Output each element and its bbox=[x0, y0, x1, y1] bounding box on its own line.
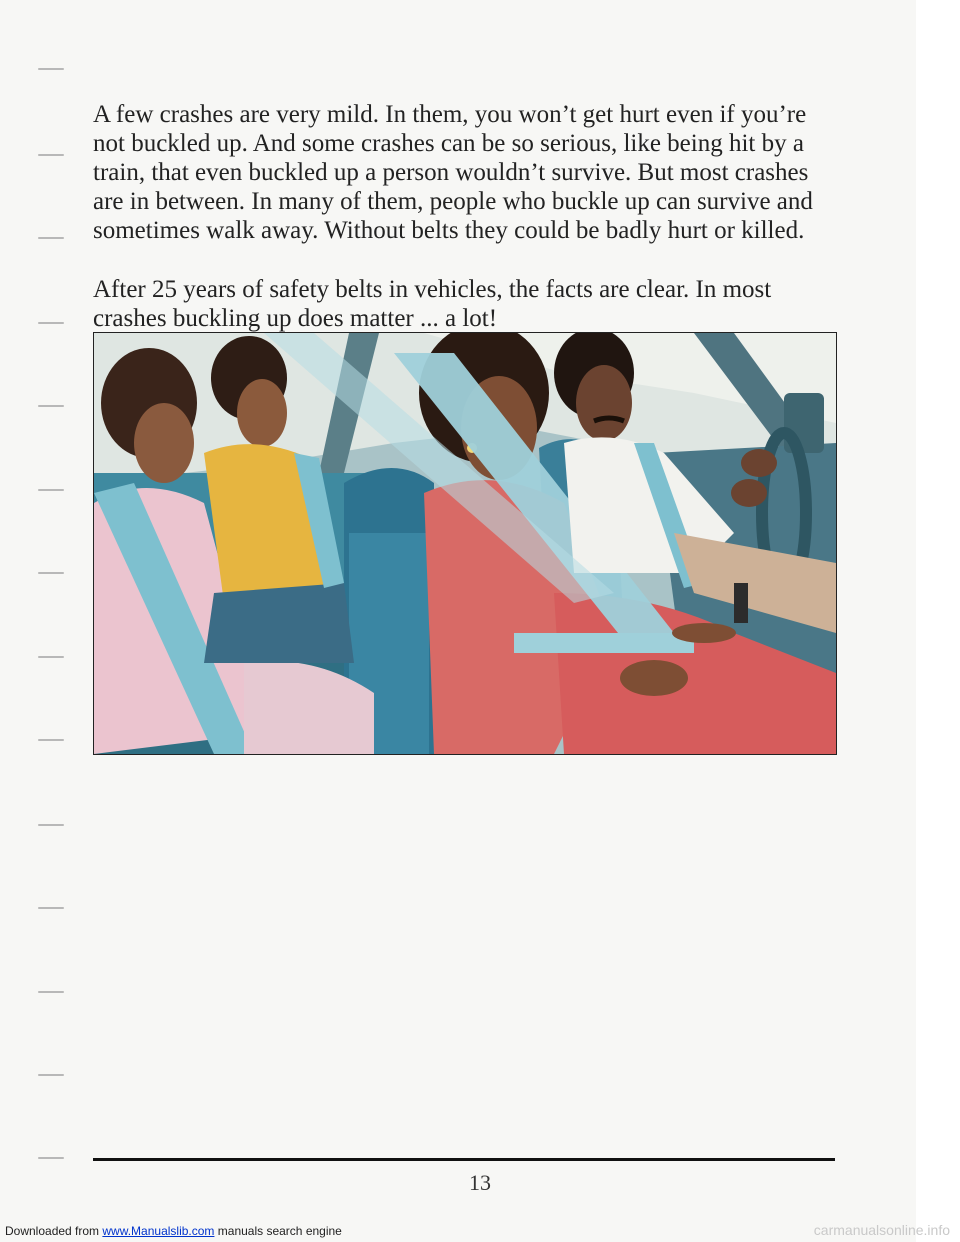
margin-tick bbox=[38, 572, 64, 574]
margin-tick bbox=[38, 991, 64, 993]
margin-tick bbox=[38, 489, 64, 491]
footer-suffix: manuals search engine bbox=[214, 1224, 342, 1238]
body-paragraph-belts-matter: After 25 years of safety belts in vehicles, the facts are clear. In most crashes buckling up does matter ... a lot! bbox=[93, 276, 772, 332]
body-paragraph-crash-severity: A few crashes are very mild. In them, you won’t get hurt even if you’re not buckled up. And some crashes can be so serious, like being hit by a train, that even buckled up a person wouldn’t survive. But most crashes are in between. In many of them, people who buckle up can survive and sometimes walk away. Without belts they could be badly hurt or killed. bbox=[93, 101, 813, 244]
margin-tick bbox=[38, 68, 64, 70]
margin-tick bbox=[38, 739, 64, 741]
margin-tick bbox=[38, 1074, 64, 1076]
margin-tick bbox=[38, 237, 64, 239]
margin-tick bbox=[38, 322, 64, 324]
page-number: 13 bbox=[469, 1170, 491, 1195]
illustration-belted-car-occupants bbox=[93, 332, 837, 755]
margin-tick bbox=[38, 1157, 64, 1159]
margin-tick bbox=[38, 405, 64, 407]
page-bottom-rule bbox=[93, 1158, 835, 1161]
margin-tick bbox=[38, 656, 64, 658]
footer-prefix: Downloaded from bbox=[5, 1224, 103, 1238]
margin-tick bbox=[38, 154, 64, 156]
watermark: carmanualsonline.info bbox=[813, 1222, 950, 1238]
margin-tick bbox=[38, 824, 64, 826]
manualslib-link[interactable]: www.Manualslib.com bbox=[102, 1224, 215, 1238]
download-footer bbox=[5, 1224, 342, 1238]
page-edge-gutter bbox=[916, 0, 960, 1242]
margin-tick bbox=[38, 907, 64, 909]
